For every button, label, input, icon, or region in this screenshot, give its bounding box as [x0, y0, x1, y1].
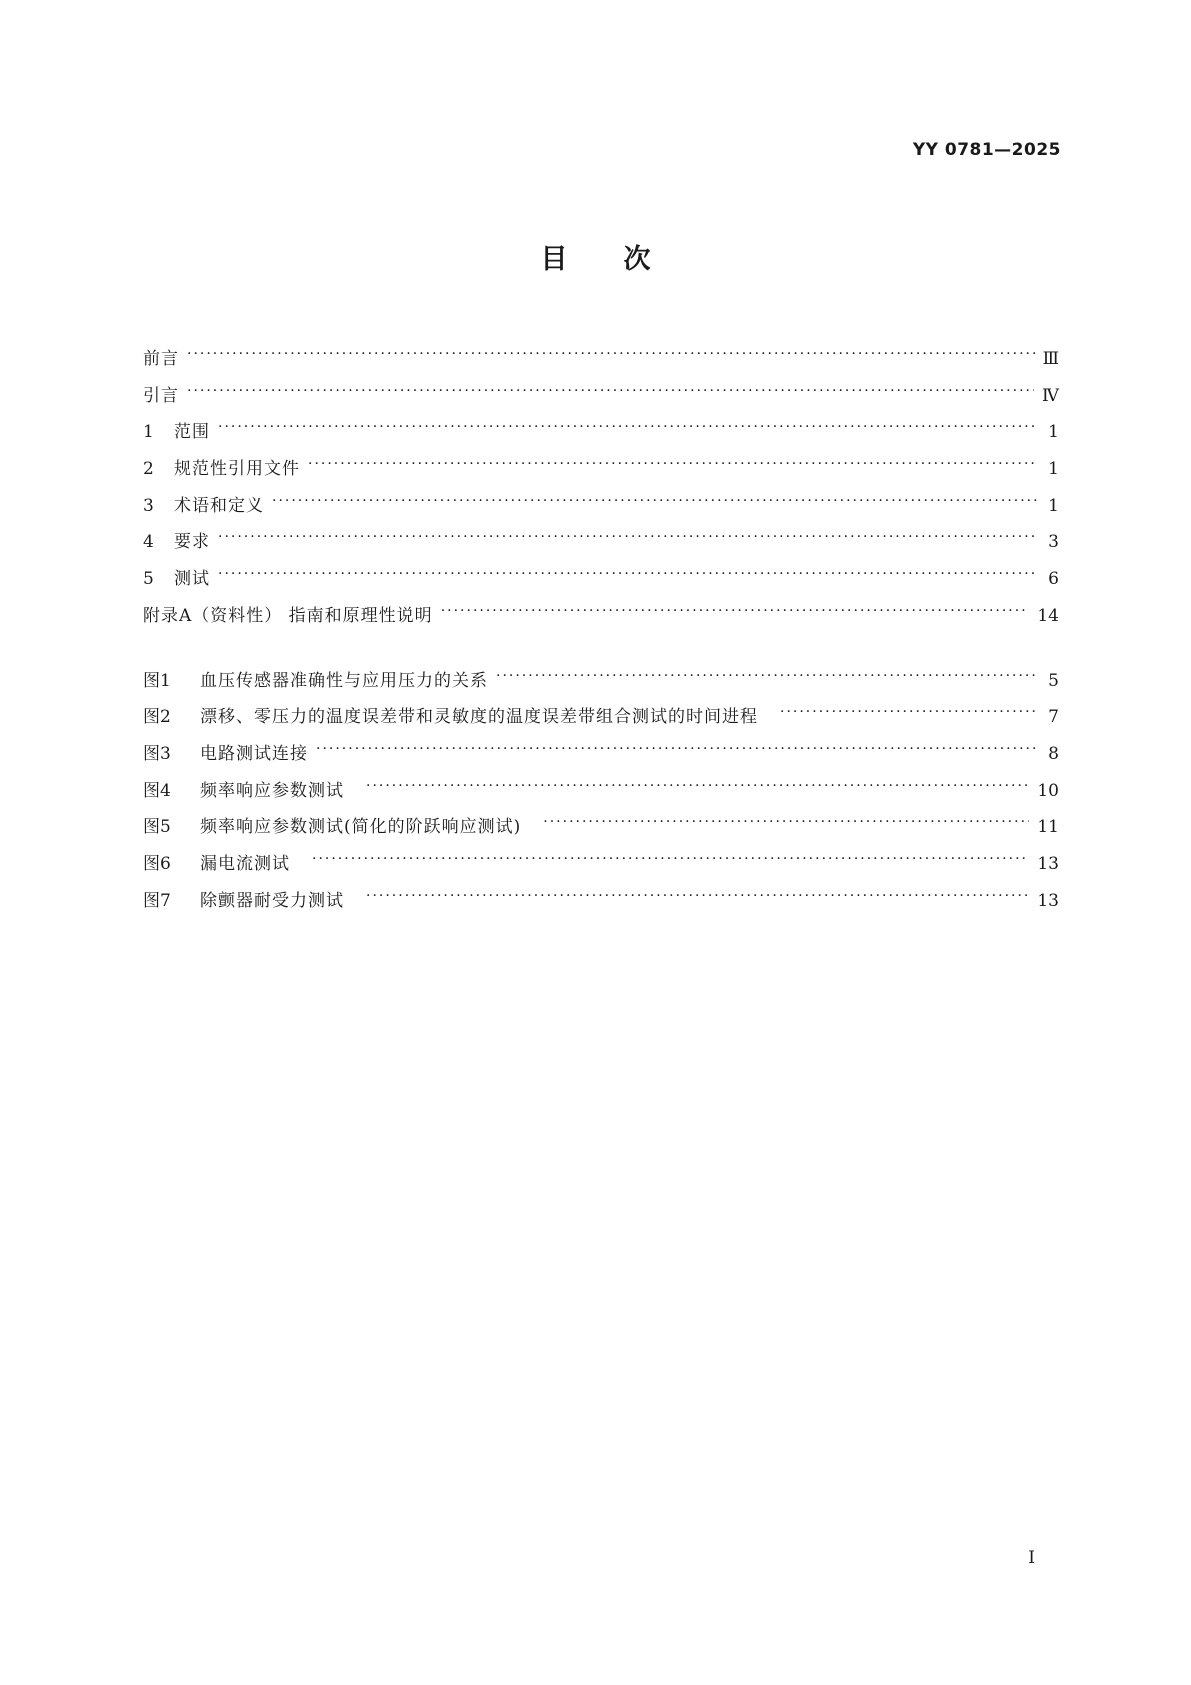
toc-entry-scope[interactable]: [143, 413, 1059, 450]
figure-number: 图2: [143, 707, 171, 728]
toc-leader-dots: [496, 662, 1037, 686]
figure-number: 图1: [143, 670, 171, 691]
figure-page: 11: [1037, 817, 1059, 838]
toc-entry-number: 1: [143, 422, 154, 443]
figure-entry-3[interactable]: [143, 735, 1059, 772]
toc-leader-dots: [218, 413, 1037, 437]
toc-entry-foreword[interactable]: [143, 340, 1059, 377]
toc-entry-annex-a[interactable]: [143, 597, 1059, 634]
figure-title: 频率响应参数测试(简化的阶跃响应测试): [200, 817, 522, 838]
figure-number: 图3: [143, 743, 171, 764]
toc-entry-page: 6: [1048, 569, 1059, 590]
toc-leader-dots: [543, 808, 1029, 832]
figure-page: 13: [1037, 890, 1059, 911]
figure-page: 8: [1048, 743, 1059, 764]
toc-entry-normative-references[interactable]: [143, 450, 1059, 487]
toc-entry-title: 要求: [174, 532, 210, 553]
toc-entry-introduction[interactable]: [143, 377, 1059, 414]
toc-entry-number: 4: [143, 532, 154, 553]
page-title: 目次: [540, 244, 707, 275]
figure-number: 图7: [143, 890, 171, 911]
toc-leader-dots: [366, 882, 1029, 906]
figure-entry-4[interactable]: [143, 772, 1059, 809]
toc-entry-title: 前言: [143, 349, 179, 369]
toc-entry-page: 3: [1048, 532, 1059, 553]
toc-leader-dots: [312, 845, 1029, 869]
toc-entry-requirements[interactable]: [143, 523, 1059, 560]
page-number: I: [1028, 1548, 1035, 1568]
toc-leader-dots: [441, 597, 1030, 621]
toc-entry-page: Ⅳ: [1042, 385, 1059, 406]
toc-leader-dots: [316, 735, 1037, 759]
figure-page: 13: [1037, 853, 1059, 874]
standard-code: YY 0781—2025: [912, 140, 1061, 160]
toc-entry-terms-definitions[interactable]: [143, 487, 1059, 524]
figure-title: 漏电流测试: [200, 853, 290, 874]
toc-leader-dots: [218, 560, 1037, 584]
toc-entry-title: 引言: [143, 385, 179, 406]
figure-title: 频率响应参数测试: [200, 780, 344, 801]
figure-title: 电路测试连接: [200, 743, 308, 764]
toc-leader-dots: [272, 487, 1037, 511]
toc-entry-number: 5: [143, 569, 154, 590]
toc-leader-dots: [308, 450, 1037, 474]
toc-leader-dots: [187, 340, 1035, 364]
figure-title: 血压传感器准确性与应用压力的关系: [200, 670, 488, 691]
toc-leader-dots: [218, 523, 1037, 547]
figure-entry-5[interactable]: [143, 808, 1059, 845]
figure-page: 7: [1048, 707, 1059, 728]
toc-entry-title: 附录A（资料性） 指南和原理性说明: [143, 605, 433, 626]
figure-number: 图4: [143, 780, 171, 801]
toc-entry-tests[interactable]: [143, 560, 1059, 597]
toc-entry-title: 测试: [174, 569, 210, 590]
figure-number: 图6: [143, 853, 171, 874]
toc-entry-page: 14: [1037, 605, 1059, 626]
toc-entry-title: 规范性引用文件: [174, 459, 300, 480]
toc-leader-dots: [366, 772, 1029, 796]
figure-title: 除颤器耐受力测试: [200, 890, 344, 911]
table-of-contents: [143, 340, 1059, 918]
toc-entry-page: 1: [1048, 459, 1059, 480]
figure-page: 10: [1037, 780, 1059, 801]
figure-number: 图5: [143, 817, 171, 838]
toc-entry-number: 3: [143, 495, 154, 516]
toc-entry-page: 1: [1048, 495, 1059, 516]
figure-page: 5: [1048, 670, 1059, 691]
section-spacer: [143, 634, 1059, 662]
figure-entry-2[interactable]: [143, 698, 1059, 735]
toc-leader-dots: [780, 698, 1037, 722]
figure-title: 漂移、零压力的温度误差带和灵敏度的温度误差带组合测试的时间进程: [200, 707, 758, 728]
toc-entry-number: 2: [143, 459, 154, 480]
figure-entry-6[interactable]: [143, 845, 1059, 882]
figure-entry-7[interactable]: [143, 882, 1059, 919]
figure-entry-1[interactable]: [143, 662, 1059, 699]
toc-entry-title: 术语和定义: [174, 495, 264, 516]
toc-entry-page: Ⅲ: [1042, 349, 1059, 369]
toc-entry-page: 1: [1048, 422, 1059, 443]
toc-entry-title: 范围: [174, 422, 210, 443]
toc-leader-dots: [187, 377, 1034, 401]
